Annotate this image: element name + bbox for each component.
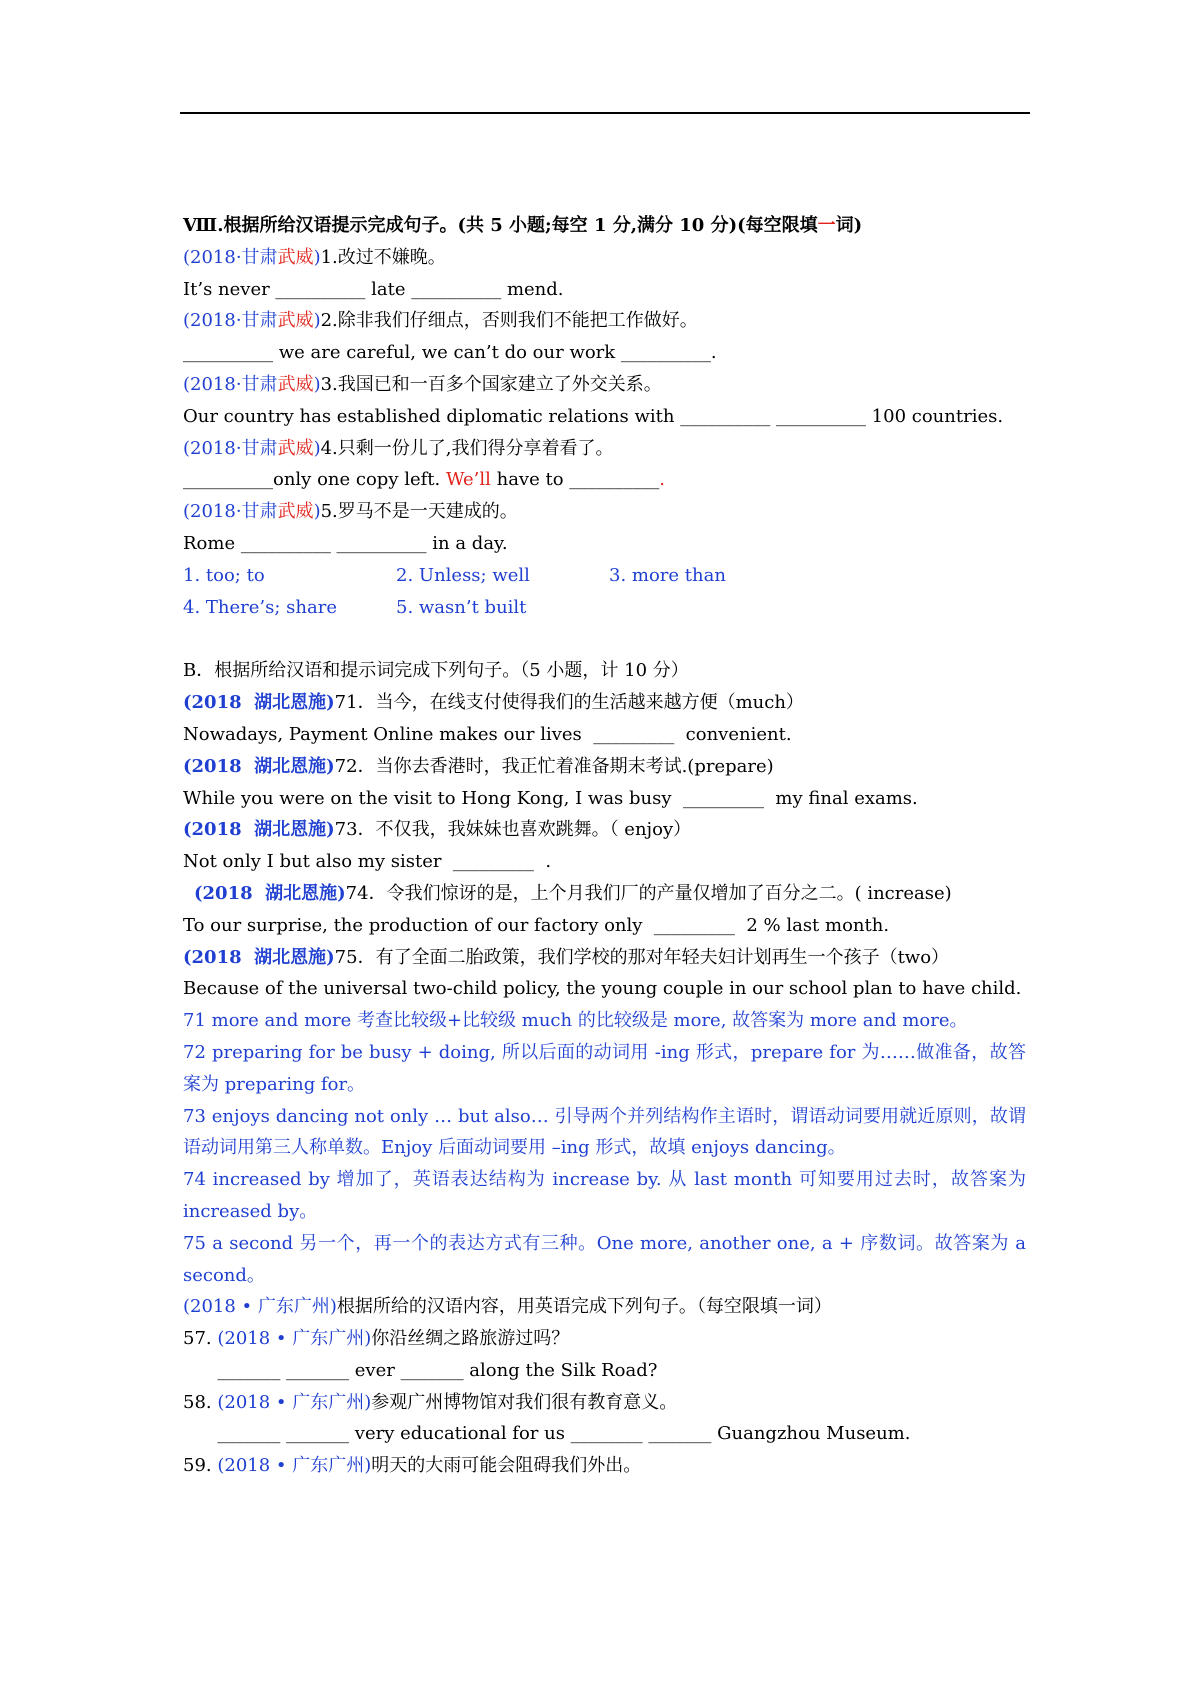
answers-row-1: 1. too; to 2. Unless; well 3. more than	[183, 564, 726, 586]
question-1-english: It’s never __________ late __________ mend.	[183, 278, 564, 300]
guangzhou-intro: (2018 • 广东广州)根据所给的汉语内容，用英语完成下列句子。（每空限填一词）	[183, 1296, 832, 1318]
question-58-english: _______ _______ very educational for us ________ _______ Guangzhou Museum.	[183, 1423, 911, 1445]
question-75-english: Because of the universal two-child policy, the young couple in our school plan to have child.	[183, 978, 1022, 1000]
question-3-english: Our country has established diplomatic relations with __________ __________ 100 countries.	[183, 405, 1004, 427]
header-rule	[180, 112, 1030, 114]
question-73-english: Not only I but also my sister _________ .	[183, 851, 552, 873]
section-heading: Ⅷ.根据所给汉语提示完成句子。(共 5 小题;每空 1 分,满分 10 分)(每空限填一词)	[183, 215, 863, 236]
question-57-english: _______ _______ ever _______ along the Silk Road?	[183, 1359, 658, 1381]
question-3-source: (2018·甘肃武威)3.我国已和一百多个国家建立了外交关系。	[183, 373, 662, 395]
question-72-english: While you were on the visit to Hong Kong, I was busy _________ my final exams.	[183, 787, 918, 809]
answer-73: 73 enjoys dancing not only … but also… 引导两个并列结构作主语时，谓语动词要用就近原则，故谓语动词用第三人称单数。Enjoy 后面动词要用 –ing 形式，故填 enjoys dancing。	[183, 1105, 1026, 1159]
question-4-source: (2018·甘肃武威)4.只剩一份儿了,我们得分享着看了。	[183, 437, 614, 459]
question-59-source: 59. (2018 • 广东广州)明天的大雨可能会阻碍我们外出。	[183, 1455, 642, 1477]
answer-74: 74 increased by 增加了，英语表达结构为 increase by. 从 last month 可知要用过去时，故答案为 increased by。	[183, 1169, 1026, 1222]
question-5-source: (2018·甘肃武威)5.罗马不是一天建成的。	[183, 501, 518, 523]
question-74-source: (2018 湖北恩施)74．令我们惊讶的是，上个月我们厂的产量仅增加了百分之二。( increase)	[194, 882, 952, 904]
question-1-source: (2018·甘肃武威)1.改过不嫌晚。	[183, 246, 446, 268]
question-5-english: Rome __________ __________ in a day.	[183, 532, 508, 554]
question-57-source: 57. (2018 • 广东广州)你沿丝绸之路旅游过吗？	[183, 1328, 570, 1350]
section-b-heading: B．根据所给汉语和提示词完成下列句子。（5 小题，计 10 分）	[183, 660, 689, 682]
question-71-source: (2018 湖北恩施)71．当今，在线支付使得我们的生活越来越方便（much）	[183, 692, 804, 714]
question-71-english: Nowadays, Payment Online makes our lives _________ convenient.	[183, 723, 792, 745]
question-74-english: To our surprise, the production of our factory only _________ 2 % last month.	[183, 914, 890, 936]
question-2-source: (2018·甘肃武威)2.除非我们仔细点，否则我们不能把工作做好。	[183, 310, 698, 332]
question-75-source: (2018 湖北恩施)75．有了全面二胎政策，我们学校的那对年轻夫妇计划再生一个孩子（two）	[183, 946, 950, 968]
question-58-source: 58. (2018 • 广东广州)参观广州博物馆对我们很有教育意义。	[183, 1391, 678, 1413]
answers-row-2: 4. There’s; share 5. wasn’t built	[183, 596, 527, 618]
answer-72: 72 preparing for be busy + doing, 所以后面的动词用 -ing 形式，prepare for 为……做准备，故答案为 preparing for。	[183, 1041, 1026, 1095]
question-2-english: __________ we are careful, we can’t do our work __________.	[183, 342, 717, 364]
question-73-source: (2018 湖北恩施)73．不仅我，我妹妹也喜欢跳舞。（ enjoy）	[183, 819, 692, 841]
document-body	[183, 210, 1026, 1482]
spacer	[183, 623, 1026, 655]
answer-71: 71 more and more 考查比较级+比较级 much 的比较级是 more, 故答案为 more and more。	[183, 1010, 968, 1032]
question-72-source: (2018 湖北恩施)72．当你去香港时，我正忙着准备期末考试.(prepare)	[183, 755, 774, 777]
answer-75: 75 a second 另一个，再一个的表达方式有三种。One more, another one, a + 序数词。故答案为 a second。	[183, 1232, 1026, 1286]
question-4-english: __________only one copy left. We’ll have to __________.	[183, 469, 666, 491]
